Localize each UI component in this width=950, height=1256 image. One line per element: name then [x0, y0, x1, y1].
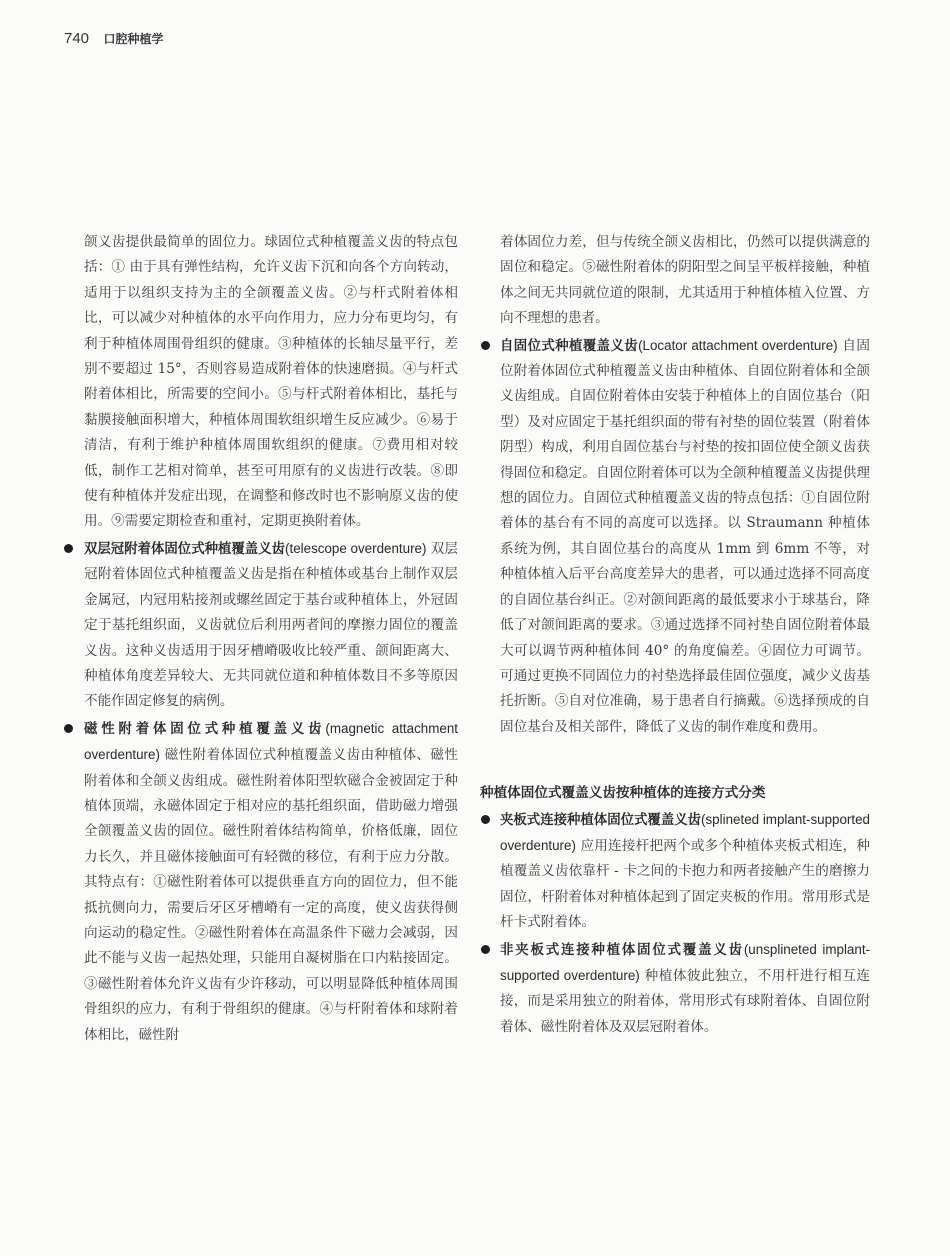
paragraph-continuation: 着体固位力差，但与传统全颌义齿相比，仍然可以提供满意的固位和稳定。⑤磁性附着体的阴阳型之间呈平板样接触，种植体之间无共同就位道的限制，尤其适用于种植体植入位置、方向不理想的患者。 — [500, 234, 870, 327]
page-header — [64, 30, 164, 48]
bullet-dot-icon — [481, 945, 490, 954]
left-column — [84, 230, 458, 1048]
page-number: 740 — [64, 30, 90, 47]
bullet-telescope-overdenture — [84, 536, 458, 715]
bullet-dot-icon — [481, 815, 490, 824]
bullet-splinted-overdenture — [500, 807, 870, 936]
bullet-title: 磁性附着体固位式种植覆盖义齿(magnetic attachment overdenture) — [84, 720, 459, 763]
bullet-title: 双层冠附着体固位式种植覆盖义齿(telescope overdenture) — [84, 540, 427, 556]
bullet-unsplinted-overdenture — [500, 937, 870, 1041]
paragraph-continuation: 颌义齿提供最简单的固位力。球固位式种植覆盖义齿的特点包括：① 由于具有弹性结构，允许义齿下沉和向各个方向转动，适用于以组织支持为主的全颌覆盖义齿。②与杆式附着体相比，可以减少对种植体的水平向作用力，应力分布更均匀，有利于种植体周围骨组织的健康。③种植体的长轴尽量平行，差别不要超过 15°，否则容易造成附着体的快速磨损。④与杆式附着体相比，所需要的空间小。⑤与杆式附着体相比，基托与黏膜接触面积增大，种植体周围软组织增生反应减少。⑥易于清洁，有利于维护种植体周围软组织的健康。⑦费用相对较低，制作工艺相对简单，甚至可用原有的义齿进行改装。⑧即使有种植体并发症出现，在调整和修改时也不影响原义齿的使用。⑨需要定期检查和重衬，定期更换附着体。 — [84, 234, 458, 530]
bullet-title: 自固位式种植覆盖义齿(Locator attachment overdenture) — [500, 337, 838, 353]
bullet-title: 非夹板式连接种植体固位式覆盖义齿(unsplineted implant-supported overdenture) — [500, 941, 870, 983]
running-title: 口腔种植学 — [103, 32, 164, 46]
bullet-body: 磁性附着体固位式种植覆盖义齿由种植体、磁性附着体和全颌义齿组成。磁性附着体阳型软磁合金被固定于种植体顶端，永磁体固定于相对应的基托组织面，借助磁力增强全颌覆盖义齿的固位。磁性附着体结构简单，价格低廉，固位力长久，并且磁体接触面可有轻微的移位，有利于应力分散。其特点有：①磁性附着体可以提供垂直方向的固位力，但不能抵抗侧向力，需要后牙区牙槽嵴有一定的高度，使义齿获得侧向运动的稳定性。②磁性附着体在高温条件下磁力会减弱，因此不能与义齿一起热处理，只能用自凝树脂在口内粘接固定。③磁性附着体允许义齿有少许移动，可以明显降低种植体周围骨组织的应力，有利于骨组织的健康。④与杆附着体和球附着体相比，磁性附 — [84, 747, 458, 1043]
bullet-dot-icon — [64, 544, 73, 553]
bullet-body: 应用连接杆把两个或多个种植体夹板式相连，种植覆盖义齿依靠杆 - 卡之间的卡抱力和两者接触产生的磨擦力固位，杆附着体对种植体起到了固定夹板的作用。常用形式是杆卡式附着体。 — [500, 837, 870, 931]
right-column — [480, 230, 871, 1040]
section-heading: 种植体固位式覆盖义齿按种植体的连接方式分类 — [480, 785, 766, 801]
bullet-dot-icon — [481, 341, 490, 350]
bullet-title: 夹板式连接种植体固位式覆盖义齿(splineted implant-supported overdenture) — [500, 811, 871, 853]
bullet-body: 自固位附着体固位式种植覆盖义齿由种植体、自固位附着体和全颌义齿组成。自固位附着体由安装于种植体上的自固位基台（阳型）及对应固定于基托组织面的带有衬垫的固位装置（附着体阴型）构成，利用自固位基台与衬垫的按扣固位使全颌义齿获得固位和稳定。自固位附着体可以为全颌种植覆盖义齿提供理想的固位力。自固位式种植覆盖义齿的特点包括：①自固位附着体的基台有不同的高度可以选择。以 Straumann 种植体系统为例，其自固位基台的高度从 1mm 到 6mm 不等，对种植体植入后平台高度差异大的患者，可以通过选择不同高度的自固位基台纠正。②对颌间距离的最低要求小于球基台，降低了对颌间距离的要求。③通过选择不同衬垫自固位附着体最大可以调节两种植体间 40° 的角度偏差。④固位力可调节。可通过更换不同固位力的衬垫选择最佳固位强度，减少义齿基托折断。⑤自对位准确，易于患者自行摘戴。⑥选择预成的自固位基台及相关部件，降低了义齿的制作难度和费用。 — [500, 337, 871, 735]
bullet-dot-icon — [64, 724, 73, 733]
bullet-body: 双层冠附着体固位式种植覆盖义齿是指在种植体或基台上制作双层金属冠，内冠用粘接剂或螺丝固定于基台或种植体上，外冠固定于基托组织面，义齿就位后利用两者间的摩擦力固位的覆盖义齿。这种义齿适用于因牙槽嵴吸收比较严重、颌间距离大、种植体角度差异较大、无共同就位道和种植体数目不多等原因不能作固定修复的病例。 — [84, 540, 458, 710]
bullet-magnetic-overdenture — [84, 716, 458, 1048]
bullet-locator-overdenture — [500, 333, 870, 741]
bullet-body: 种植体彼此独立，不用杆进行相互连接，而是采用独立的附着体，常用形式有球附着体、自固位附着体、磁性附着体及双层冠附着体。 — [500, 967, 871, 1035]
